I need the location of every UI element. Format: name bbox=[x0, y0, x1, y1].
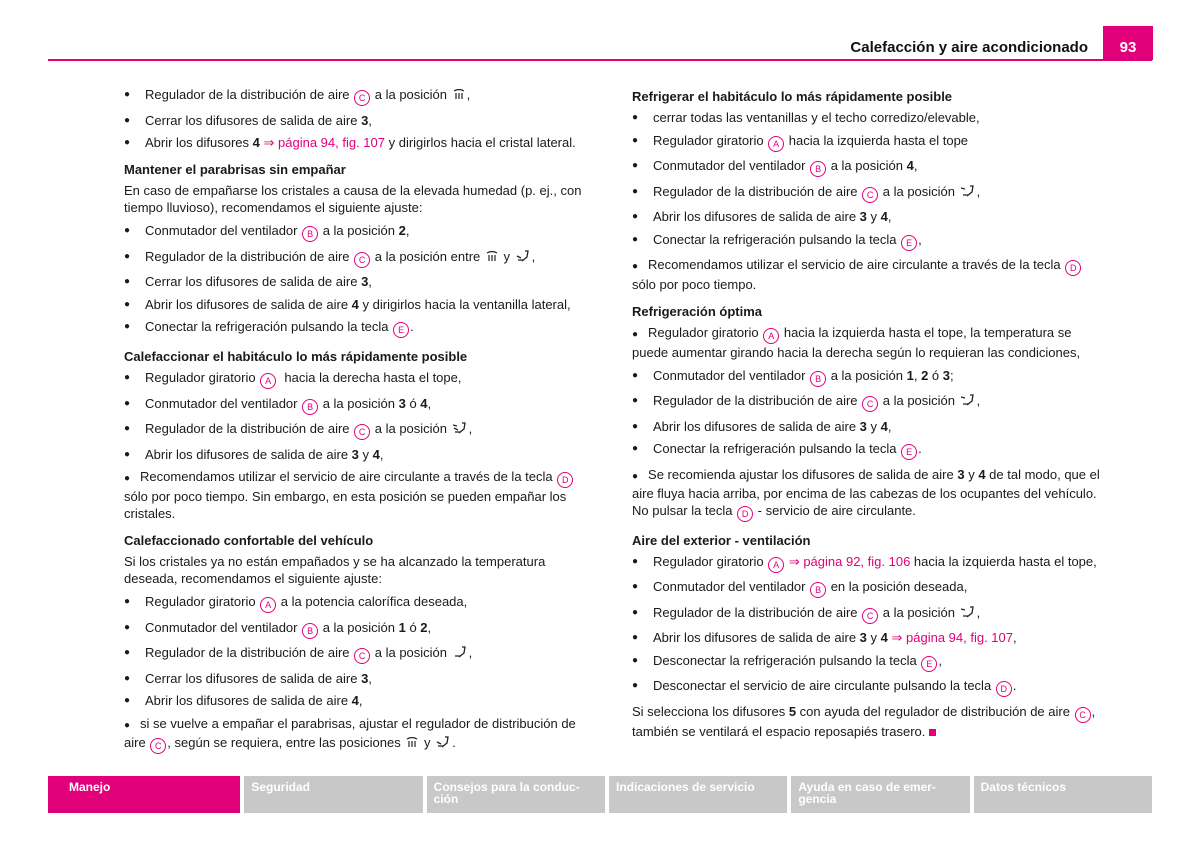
closing-paragraph: Si selecciona los difusores 5 con ayuda del regulador de distribución de aire C , también se ventilará el espacio reposapiés trasero. bbox=[632, 703, 1096, 739]
section-list bbox=[124, 593, 600, 709]
control-b-marker: B bbox=[302, 399, 318, 415]
list-item: ● Conmutador del ventilador B a la posición 4, bbox=[632, 157, 1102, 177]
list-item: ● Regulador de la distribución de aire C a la posición , bbox=[124, 86, 600, 106]
control-e-marker: E bbox=[393, 322, 409, 338]
list-item: ● Regulador de la distribución de aire C a la posición , bbox=[632, 392, 1102, 412]
list-item: ● Regulador giratorio A ⇒ página 92, fig. 106 hacia la izquierda hasta el tope, bbox=[632, 553, 1102, 573]
list-item: ● Abrir los difusores de salida de aire 3 y 4, bbox=[632, 418, 1102, 435]
list-item: ● Cerrar los difusores de salida de aire 3, bbox=[124, 670, 600, 687]
control-c-marker: C bbox=[354, 648, 370, 664]
section-list bbox=[632, 367, 1102, 461]
section-note: ● Se recomienda ajustar los difusores de salida de aire 3 y 4 de tal modo, que el aire fluya hacia arriba, por encima de las cabezas de los ocupantes del vehículo. No pulsar la tecla D - servicio de aire circulante. bbox=[632, 466, 1102, 522]
air-distribution-icon bbox=[405, 736, 419, 753]
list-item: ● Abrir los difusores de salida de aire 3 y 4, bbox=[632, 208, 1102, 225]
control-c-marker: C bbox=[354, 252, 370, 268]
control-b-marker: B bbox=[810, 582, 826, 598]
list-item: ● Desconectar la refrigeración pulsando la tecla E , bbox=[632, 652, 1102, 672]
control-c-marker: C bbox=[354, 424, 370, 440]
section-heading: Mantener el parabrisas sin empañar bbox=[124, 162, 346, 177]
section-intro: En caso de empañarse los cristales a causa de la elevada humedad (p. ej., con tiempo lluvioso), recomendamos el siguiente ajuste: bbox=[124, 183, 582, 215]
list-item: ● Abrir los difusores 4 ⇒ página 94, fig. 107 y dirigirlos hacia el cristal lateral. bbox=[124, 134, 600, 151]
page-reference-link[interactable]: ⇒ página 94, fig. 107 bbox=[891, 630, 1013, 645]
list-item: ● Regulador de la distribución de aire C a la posición entre y , bbox=[124, 248, 600, 268]
air-distribution-icon bbox=[452, 422, 468, 439]
control-c-marker: C bbox=[862, 396, 878, 412]
control-c-marker: C bbox=[354, 90, 370, 106]
air-distribution-icon bbox=[515, 250, 531, 267]
control-c-marker: C bbox=[862, 187, 878, 203]
list-item: ● Conmutador del ventilador B a la posición 1, 2 ó 3; bbox=[632, 367, 1102, 387]
list-item: ● Regulador de la distribución de aire C a la posición , bbox=[632, 183, 1102, 203]
list-item: ● Conmutador del ventilador B a la posición 1 ó 2, bbox=[124, 619, 600, 639]
air-distribution-icon bbox=[485, 250, 499, 267]
air-distribution-icon bbox=[960, 185, 976, 202]
list-item: ● Conmutador del ventilador B en la posición deseada, bbox=[632, 578, 1102, 598]
section-list bbox=[124, 222, 600, 338]
list-item: ● Regulador de la distribución de aire C a la posición , bbox=[124, 420, 600, 440]
end-of-section-mark bbox=[929, 729, 936, 736]
control-a-marker: A bbox=[260, 597, 276, 613]
section-heading: Refrigerar el habitáculo lo más rápidamente posible bbox=[632, 89, 953, 104]
control-c-marker: C bbox=[862, 608, 878, 624]
list-item: ● Conectar la refrigeración pulsando la tecla E , bbox=[632, 231, 1102, 251]
control-d-marker: D bbox=[737, 506, 753, 522]
air-distribution-icon bbox=[452, 88, 466, 105]
list-item: ● Abrir los difusores de salida de aire 3 y 4 ⇒ página 94, fig. 107, bbox=[632, 629, 1102, 646]
page-reference-link[interactable]: ⇒ página 94, fig. 107 bbox=[263, 135, 385, 150]
section-note: ● si se vuelve a empañar el parabrisas, ajustar el regulador de distribución de aire C , según se requiera, entre las posiciones y . bbox=[124, 715, 600, 754]
control-b-marker: B bbox=[810, 161, 826, 177]
list-item: ● Cerrar los difusores de salida de aire 3, bbox=[124, 112, 600, 129]
list-item: ● Conmutador del ventilador B a la posición 2, bbox=[124, 222, 600, 242]
section-heading: Calefaccionado confortable del vehículo bbox=[124, 533, 374, 548]
header-rule bbox=[48, 59, 1152, 61]
list-item: ● cerrar todas las ventanillas y el techo corredizo/elevable, bbox=[632, 109, 1102, 126]
control-a-marker: A bbox=[260, 373, 276, 389]
control-a-marker: A bbox=[763, 328, 779, 344]
air-distribution-icon bbox=[960, 394, 976, 411]
section-list bbox=[632, 109, 1102, 251]
tab-seguridad[interactable]: Seguridad bbox=[244, 776, 422, 813]
section-note: ● Recomendamos utilizar el servicio de aire circulante a través de la tecla D sólo por poco tiempo. Sin embargo, en esta posición se pueden empañar los cristales. bbox=[124, 468, 600, 522]
control-d-marker: D bbox=[557, 472, 573, 488]
top-list bbox=[124, 86, 600, 151]
list-item: ● Desconectar el servicio de aire circulante pulsando la tecla D . bbox=[632, 677, 1102, 697]
control-a-marker: A bbox=[768, 557, 784, 573]
right-column bbox=[632, 86, 1102, 746]
control-d-marker: D bbox=[1065, 260, 1081, 276]
tab-ayuda[interactable]: Ayuda en caso de emer- gencia bbox=[791, 776, 969, 813]
footer-nav bbox=[48, 776, 1152, 813]
control-b-marker: B bbox=[810, 371, 826, 387]
list-item: ● Abrir los difusores de salida de aire 3 y 4, bbox=[124, 446, 600, 463]
page-number: 93 bbox=[1103, 26, 1153, 60]
section-list bbox=[632, 553, 1102, 698]
air-distribution-icon bbox=[960, 606, 976, 623]
section-note: ● Regulador giratorio A hacia la izquierda hasta el tope, la temperatura se puede aumentar girando hacia la derecha según lo requieran las condiciones, bbox=[632, 325, 1081, 360]
list-item: ● Conectar la refrigeración pulsando la tecla E . bbox=[632, 440, 1102, 460]
list-item: ● Regulador de la distribución de aire C a la posición , bbox=[632, 604, 1102, 624]
section-intro: Si los cristales ya no están empañados y se ha alcanzado la temperatura deseada, recomendamos el siguiente ajuste: bbox=[124, 554, 546, 586]
control-c-marker: C bbox=[1075, 707, 1091, 723]
section-list bbox=[124, 369, 600, 463]
air-distribution-icon bbox=[452, 646, 468, 663]
list-item: ● Regulador de la distribución de aire C a la posición , bbox=[124, 644, 600, 664]
section-heading: Calefaccionar el habitáculo lo más rápidamente posible bbox=[124, 349, 468, 364]
page-reference-link[interactable]: ⇒ página 92, fig. 106 bbox=[788, 553, 911, 569]
tab-consejos[interactable]: Consejos para la conduc- ción bbox=[427, 776, 605, 813]
control-e-marker: E bbox=[921, 656, 937, 672]
control-c-marker: C bbox=[150, 738, 166, 754]
control-e-marker: E bbox=[901, 235, 917, 251]
list-item: ● Regulador giratorio A hacia la derecha hasta el tope, bbox=[124, 369, 600, 389]
section-heading: Aire del exterior - ventilación bbox=[632, 532, 811, 548]
page-title: Calefacción y aire acondicionado bbox=[850, 39, 1088, 56]
list-item: ● Abrir los difusores de salida de aire 4 y dirigirlos hacia la ventanilla lateral, bbox=[124, 296, 600, 313]
list-item: ● Conmutador del ventilador B a la posición 3 ó 4, bbox=[124, 395, 600, 415]
left-column bbox=[124, 86, 600, 759]
list-item: ● Cerrar los difusores de salida de aire 3, bbox=[124, 273, 600, 290]
section-heading: Refrigeración óptima bbox=[632, 304, 763, 319]
section-note: ● Recomendamos utilizar el servicio de aire circulante a través de la tecla D sólo por poco tiempo. bbox=[632, 256, 1102, 293]
list-item: ● Regulador giratorio A hacia la izquierda hasta el tope bbox=[632, 132, 1102, 152]
air-distribution-icon bbox=[435, 736, 451, 753]
list-item: ● Abrir los difusores de salida de aire 4, bbox=[124, 692, 600, 709]
control-d-marker: D bbox=[996, 681, 1012, 697]
list-item: ● Conectar la refrigeración pulsando la tecla E . bbox=[124, 318, 600, 338]
tab-datos[interactable]: Datos técnicos bbox=[974, 776, 1152, 813]
control-e-marker: E bbox=[901, 444, 917, 460]
control-b-marker: B bbox=[302, 226, 318, 242]
control-b-marker: B bbox=[302, 623, 318, 639]
list-item: ● Regulador giratorio A a la potencia calorífica deseada, bbox=[124, 593, 600, 613]
control-a-marker: A bbox=[768, 136, 784, 152]
tab-manejo[interactable]: Manejo bbox=[48, 776, 240, 813]
tab-indicaciones[interactable]: Indicaciones de servicio bbox=[609, 776, 787, 813]
